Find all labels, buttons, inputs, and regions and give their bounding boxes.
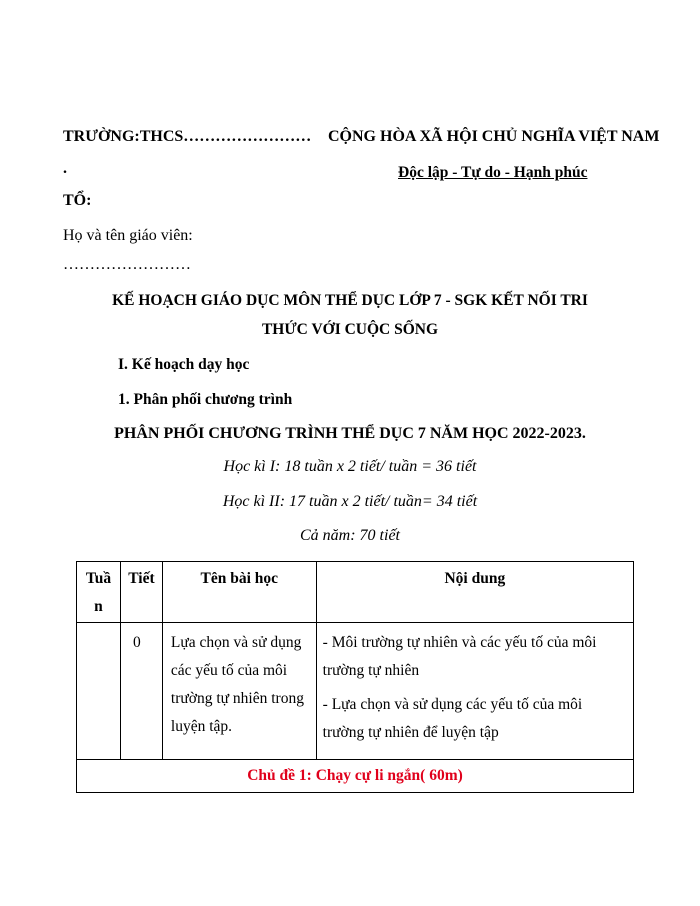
header-lesson: Tên bài học [162,562,316,623]
school-name: TRƯỜNG:THCS…………………… [63,128,312,145]
country-name: CỘNG HÒA XÃ HỘI CHỦ NGHĨA VIỆT NAM [328,128,660,145]
header-week-line2: n [94,598,103,615]
term1-summary: Học kì I: 18 tuần x 2 tiết/ tuần = 36 tiết [223,458,477,475]
teacher-dots: …………………… [63,256,191,273]
motto: Độc lập - Tự do - Hạnh phúc [398,164,588,181]
row-lesson: Lựa chọn và sử dụng các yếu tố của môi trường tự nhiên trong luyện tập. [162,623,316,760]
header-week [77,562,121,623]
stray-dot: . [63,160,67,177]
program-table [76,561,634,793]
header-content: Nội dung [316,562,633,623]
content-item-2: - Lựa chọn và sử dụng các yếu tố của môi trường tự nhiên để luyện tập [322,696,583,741]
topic-title: Chủ đề 1: Chạy cự li ngắn( 60m) [77,760,634,793]
table-header-row [77,562,634,623]
teacher-label: Họ và tên giáo viên: [63,227,193,244]
table-row [77,623,634,760]
program-title: PHÂN PHỐI CHƯƠNG TRÌNH THỂ DỤC 7 NĂM HỌC 2022-2023. [114,425,586,442]
document-title-line1: KẾ HOẠCH GIÁO DỤC MÔN THỂ DỤC LỚP 7 - SGK KẾT NỐI TRI [112,292,588,309]
content-item-1: - Môi trường tự nhiên và các yếu tố của môi trường tự nhiên [322,634,597,679]
row-content [316,623,633,760]
row-period: 0 [120,623,162,760]
section-heading: I. Kế hoạch dạy học [118,356,250,373]
document-title-line2: THỨC VỚI CUỘC SỐNG [261,321,439,338]
header-period: Tiết [120,562,162,623]
year-summary: Cả năm: 70 tiết [300,527,400,544]
group-label: TỔ: [63,192,92,209]
row-week [77,623,121,760]
subsection-heading: 1. Phân phối chương trình [118,391,293,408]
term2-summary: Học kì II: 17 tuần x 2 tiết/ tuần= 34 tiết [222,493,478,510]
header-week-line1: Tuầ [85,570,112,587]
topic-row [77,760,634,793]
